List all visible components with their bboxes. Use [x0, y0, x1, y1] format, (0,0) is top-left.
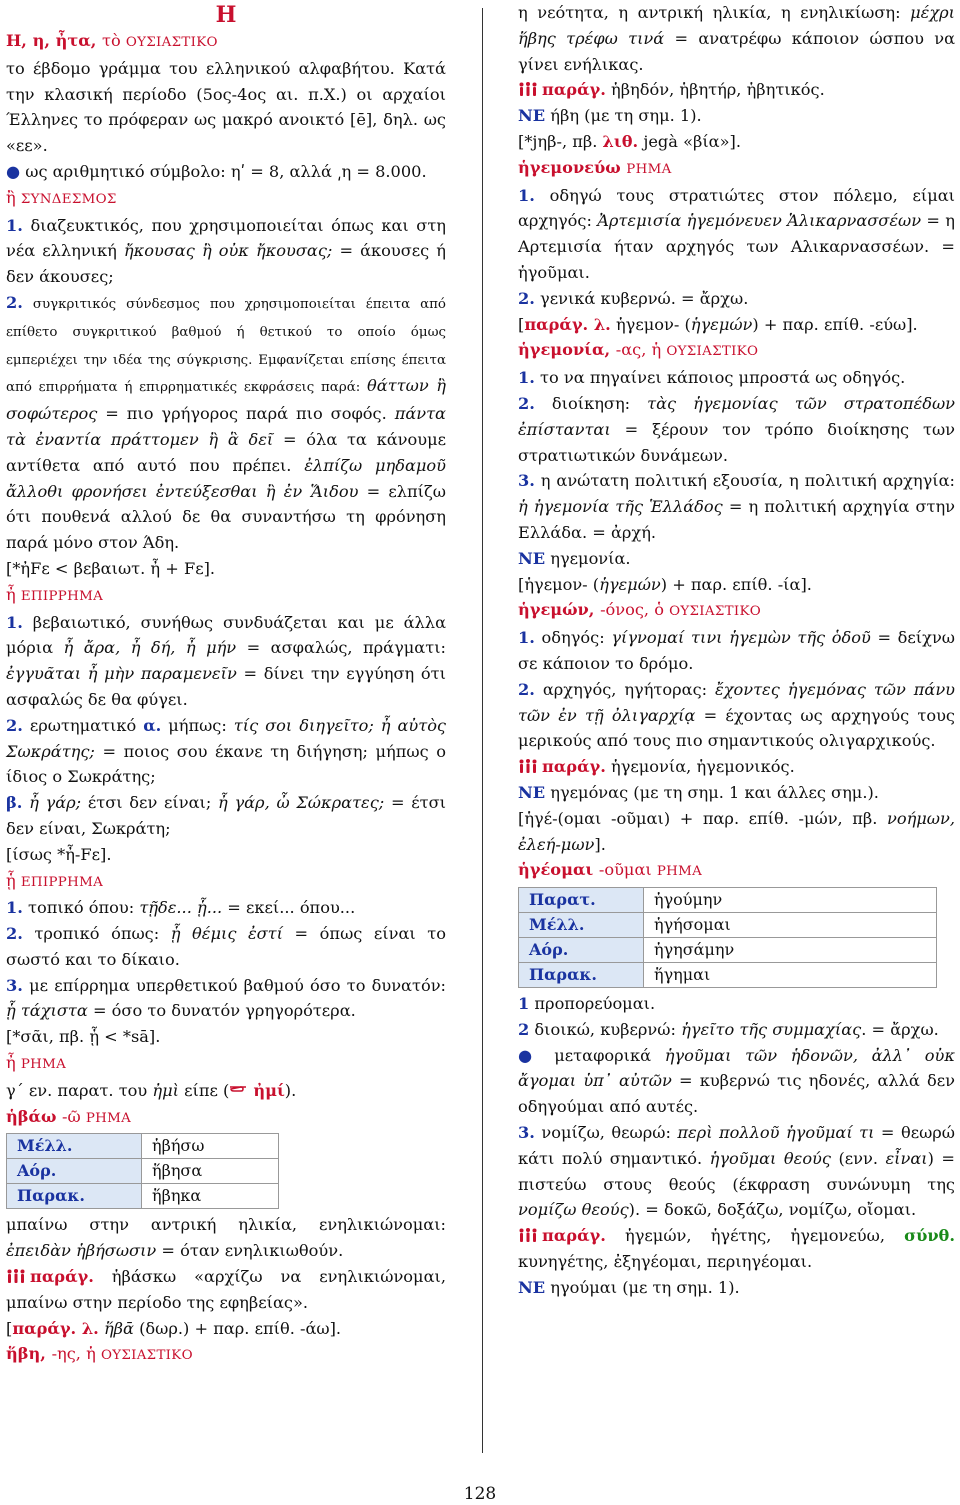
- dictionary-paragraph: [518, 0, 955, 77]
- text-run: οδηγώ τους στρατιώτες στον πόλεμο, είμαι αρχηγός:: [518, 185, 955, 231]
- text-run: τροπικό όπως:: [22, 924, 171, 944]
- text-run: ΝΕ: [518, 106, 546, 126]
- text-run: ᾗ θέμις ἐστί: [170, 924, 283, 944]
- text-run: -ας, ἡ: [615, 340, 667, 360]
- right-entries: [518, 0, 955, 885]
- dictionary-paragraph: [6, 1264, 446, 1316]
- text-run: ἤκουσας ἢ οὐκ ἤκουσας;: [123, 241, 333, 261]
- text-run: ως αριθμητικό σύμβολο: ηʹ = 8, αλλά ͵η = 8.000.: [20, 161, 427, 181]
- dictionary-paragraph: [518, 1017, 955, 1043]
- text-run: ΝΕ: [518, 782, 546, 802]
- text-run: -οῦμαι: [598, 860, 657, 880]
- text-run: ἦ γάρ;: [29, 793, 82, 813]
- text-run: ) + παρ. επίθ. -εύω].: [752, 314, 918, 334]
- text-run: 1.: [518, 628, 535, 648]
- text-run: τὰς ἡγεμονίας τῶν στρατοπέδων ἐπίστανται: [518, 393, 955, 439]
- text-run: ἡγεμον- (: [610, 314, 691, 334]
- text-run: παράγ.: [542, 757, 606, 777]
- text-run: ἠμὶ: [152, 1080, 179, 1100]
- conjugation-table-hbao: [6, 1133, 279, 1209]
- text-run: ΟΥΣΙΑΣΤΙΚΟ: [100, 1348, 193, 1364]
- text-run: τὸ: [102, 31, 126, 50]
- dictionary-paragraph: [6, 185, 446, 213]
- dictionary-paragraph: [6, 921, 446, 973]
- text-run: [: [6, 1318, 13, 1338]
- text-run: γ΄ εν. παρατ. του: [6, 1080, 153, 1100]
- text-run: παράγ.: [30, 1267, 94, 1287]
- text-run: 1.: [518, 368, 535, 388]
- conjugation-table-hgeomai: [518, 887, 937, 988]
- text-run: 3.: [518, 1123, 535, 1143]
- dictionary-paragraph: [518, 597, 955, 625]
- text-run: είπε (: [178, 1080, 230, 1100]
- text-run: [ίσως *ἦ-Fε].: [6, 844, 112, 864]
- text-run: ηγούμαι (με τη σημ. 1).: [545, 1277, 740, 1297]
- dictionary-paragraph: [6, 1104, 446, 1132]
- dictionary-paragraph: [6, 56, 446, 159]
- family-icon: [518, 82, 538, 96]
- text-run: ἡγοῦμαι θεούς: [709, 1148, 831, 1168]
- text-run: γενικά κυβερνώ. = ἄρχω.: [534, 288, 749, 308]
- text-run: = η Αρτεμισία ήταν αρχηγός των Αλικαρνασσέων. = ἡγοῦμαι.: [518, 211, 955, 282]
- text-run: ἥβᾱ: [103, 1318, 134, 1338]
- text-run: ΡΗΜΑ: [656, 864, 703, 880]
- dictionary-paragraph: [518, 337, 955, 365]
- dictionary-paragraph: [518, 77, 955, 103]
- dictionary-paragraph: [518, 780, 955, 806]
- text-run: ἠμί: [253, 1080, 285, 1100]
- text-run: 1.: [6, 612, 23, 632]
- text-run: τίς σοι διηγεῖτο; ἦ αὐτὸς Σωκράτης;: [6, 715, 446, 761]
- text-run: το έβδομο γράμμα του ελληνικού αλφαβήτου. Κατά την κλασική περίοδο (5ος-4ος αι. π.Χ.) οι αρχαίοι Έλληνες το πρόφεραν ως μακρό ανοικτό [ē], δηλ. ως «εε».: [6, 58, 446, 156]
- family-icon: [518, 1228, 538, 1242]
- text-run: νομίζω θεούς: [518, 1200, 629, 1220]
- dictionary-paragraph: [6, 213, 446, 290]
- text-run: εἶναι: [885, 1148, 928, 1168]
- text-run: = δείχνω σε κάποιον το δρόμο.: [518, 628, 956, 673]
- text-run: ἥβη,: [6, 1344, 52, 1364]
- table-row: [7, 1184, 279, 1209]
- text-run: ἡγεμών: [599, 574, 661, 594]
- text-run: 2.: [6, 715, 23, 735]
- text-run: ].: [594, 834, 606, 854]
- text-run: παράγ.: [542, 1226, 606, 1246]
- text-run: παράγ.: [542, 80, 606, 100]
- column-divider: [482, 8, 483, 1453]
- text-run: Ἀρτεμισία ἡγεμόνευεν Ἁλικαρνασσέων: [597, 211, 922, 231]
- text-run: = ασφαλώς, πράγματι:: [236, 638, 446, 658]
- dictionary-paragraph: [518, 1223, 955, 1275]
- text-run: τοπικό όπου:: [22, 898, 140, 918]
- text-run: ἦ γάρ, ὦ Σώκρατες;: [218, 793, 385, 813]
- text-run: -ῶ: [62, 1106, 86, 1126]
- text-run: 3.: [6, 975, 23, 995]
- left-column: [6, 0, 446, 1369]
- text-run: νοήμων, ἐλεή-μων: [518, 808, 955, 854]
- tense-label: Μέλλ.: [519, 913, 644, 938]
- dictionary-paragraph: [518, 103, 955, 129]
- text-run: [: [518, 314, 525, 334]
- text-run: = εκεί... όπου...: [222, 898, 356, 918]
- text-run: ἦ ἄρα, ἦ δή, ἦ μήν: [63, 638, 237, 658]
- family-icon: [518, 759, 538, 773]
- dictionary-paragraph: [518, 365, 955, 391]
- text-run: ) = πιστεύω στους θεούς (έκφραση συνώνυμη της: [518, 1148, 955, 1194]
- text-run: [ἡγεμον- (: [518, 574, 600, 594]
- tense-label: Αόρ.: [519, 938, 644, 963]
- text-run: [*σᾶι, πβ. ᾗ < *sā].: [6, 1027, 161, 1047]
- dictionary-paragraph: [6, 868, 446, 896]
- dictionary-paragraph: [6, 1316, 446, 1342]
- dictionary-paragraph: [518, 468, 955, 545]
- text-run: ἡγεμών: [690, 314, 753, 334]
- dictionary-paragraph: [518, 857, 955, 885]
- hand-pointer-icon: [229, 1083, 249, 1097]
- text-run: ΣΥΝΔΕΣΜΟΣ: [20, 191, 117, 207]
- dictionary-paragraph: [6, 610, 446, 713]
- text-run: = όταν ενηλικιωθούν.: [156, 1241, 344, 1261]
- text-run: jegà «βία»].: [638, 131, 741, 151]
- text-run: η νεότητα, η αντρική ηλικία, η ενηλικίωση:: [518, 3, 911, 22]
- text-run: οδηγός:: [534, 628, 612, 648]
- table-row: [519, 888, 937, 913]
- text-run: β.: [6, 793, 23, 813]
- text-run: = έτσι δεν είναι, Σωκράτη;: [6, 793, 446, 838]
- text-run: 1.: [6, 215, 23, 235]
- text-run: ήβη (με τη σημ. 1).: [545, 106, 702, 126]
- text-run: 2.: [518, 288, 535, 308]
- text-run: ἡ ἡγεμονία τῆς Ἑλλάδος: [518, 497, 723, 517]
- text-run: διοίκηση:: [534, 393, 648, 413]
- text-run: κυνηγέτης, ἐξηγέομαι, περιηγέομαι.: [518, 1252, 813, 1272]
- text-run: ἐπειδὰν ἡβήσωσιν: [6, 1241, 157, 1261]
- text-run: ἐγγυᾶται ἦ μὴν παραμενεῖν: [6, 664, 237, 684]
- text-run: συγκριτικός σύνδεσμος που χρησιμοποιείται έπειτα από επίθετο συγκριτικού βαθμού ή θετικού το οποίο όμως εμπεριέχει την ιδέα της σύγκρισης. Εμφανίζεται επίσης έπειτα από επιρρήματα ή επιρρηματικές εκφράσεις παρά:: [6, 296, 446, 396]
- dictionary-paragraph: [6, 159, 446, 185]
- dictionary-paragraph: [6, 556, 446, 582]
- tense-label: Παρακ.: [519, 963, 644, 988]
- text-run: ἦ: [6, 584, 21, 604]
- dictionary-paragraph: [6, 1341, 446, 1369]
- text-run: 1.: [6, 898, 23, 918]
- dictionary-paragraph: [518, 991, 955, 1017]
- dictionary-paragraph: [6, 582, 446, 610]
- tense-label: Αόρ.: [7, 1159, 142, 1184]
- text-run: λιθ.: [602, 131, 639, 151]
- text-run: -όνος, ὁ: [600, 600, 670, 620]
- dictionary-paragraph: [518, 1043, 955, 1120]
- text-run: ).: [284, 1080, 297, 1100]
- text-run: το να πηγαίνει κάποιος μπροστά ως οδηγός.: [534, 368, 906, 388]
- text-run: ερωτηματικό: [22, 715, 144, 735]
- text-run: πάντα τὰ ἐναντία πράττομεν ἢ ἃ δεῖ: [6, 404, 446, 449]
- text-run: ΕΠΙΡΡΗΜΑ: [20, 588, 104, 604]
- text-run: με επίρρημα υπερθετικού βαθμού όσο το δυνατόν:: [22, 975, 446, 995]
- text-run: η ανώτατη πολιτική εξουσία, η πολιτική αρχηγία:: [534, 471, 955, 491]
- text-run: νομίζω, θεωρώ:: [534, 1123, 678, 1143]
- dictionary-paragraph: [6, 842, 446, 868]
- verb-form: ἥβηκα: [142, 1184, 279, 1209]
- dictionary-paragraph: [518, 183, 955, 286]
- text-run: = όλα τα κάνουμε αντίθετα από αυτό που πρέπει.: [6, 429, 446, 475]
- dictionary-paragraph: [518, 155, 955, 183]
- text-run: = ἄρχω.: [866, 1019, 939, 1039]
- text-run: μέχρι ἥβης τρέφω τινά: [518, 3, 955, 48]
- text-run: έτσι δεν είναι;: [81, 793, 219, 813]
- text-run: = ανατρέφω κάποιον ώσπου να γίνει ενήλικας.: [518, 28, 955, 74]
- dictionary-paragraph: [6, 1024, 446, 1050]
- text-run: (ενν.: [830, 1148, 886, 1168]
- table-row: [7, 1134, 279, 1159]
- text-run: ἡγεμονεύω: [518, 157, 627, 177]
- text-run: ἡγοῦμαι τῶν ἡδονῶν, ἀλλ᾽ οὐκ ἄγομαι ὑπ᾽ αὐτῶν: [518, 1045, 955, 1091]
- dictionary-paragraph: [6, 790, 446, 842]
- table-row: [7, 1159, 279, 1184]
- page-number: 128: [463, 1484, 497, 1504]
- text-run: ἡβηδόν, ἡβητήρ, ἡβητικός.: [605, 80, 825, 100]
- dictionary-paragraph: [518, 312, 955, 338]
- text-run: 2.: [518, 393, 535, 413]
- text-run: 3.: [518, 471, 535, 491]
- dictionary-paragraph: [518, 754, 955, 780]
- text-run: ἡγεῖτο τῆς συμμαχίας: [681, 1019, 862, 1039]
- text-run: 1.: [518, 185, 535, 205]
- text-run: 2: [518, 1019, 530, 1039]
- text-run: ΟΥΣΙΑΣΤΙΚΟ: [669, 604, 762, 620]
- text-run: = όπως είναι το σωστό και το δίκαιο.: [6, 924, 447, 969]
- right-column: [518, 0, 955, 1301]
- table-row: [519, 913, 937, 938]
- text-run: σύνθ.: [904, 1226, 955, 1246]
- dictionary-paragraph: [518, 391, 955, 468]
- right-entries-continued: [518, 991, 955, 1301]
- dictionary-paragraph: [6, 713, 446, 790]
- text-run: = κυβερνώ τις ηδονές, αλλά δεν οδηγούμαι από αυτές.: [518, 1071, 955, 1117]
- text-run: ●: [518, 1045, 541, 1065]
- text-run: ᾗ: [6, 870, 21, 890]
- dictionary-paragraph: [6, 895, 446, 921]
- text-run: -ης, ἡ: [51, 1344, 101, 1364]
- text-run: .: [861, 1019, 867, 1039]
- text-run: παράγ. λ.: [524, 314, 611, 334]
- text-run: ΡΗΜΑ: [85, 1110, 132, 1126]
- text-run: προπορεύομαι.: [529, 994, 656, 1014]
- dictionary-paragraph: [518, 625, 955, 677]
- text-run: αρχηγός, ηγήτορας:: [534, 679, 716, 699]
- text-run: ΡΗΜΑ: [20, 1057, 67, 1073]
- table-row: [519, 963, 937, 988]
- text-run: διοικώ, κυβερνώ:: [529, 1019, 682, 1039]
- text-run: ἡγεμών, ἡγέτης, ἡγεμονεύω,: [605, 1226, 905, 1246]
- text-run: = δίνει την εγγύηση ότι ασφαλώς δε θα φύγει.: [6, 664, 446, 709]
- text-run: ἡβάω: [6, 1106, 63, 1126]
- text-run: (δωρ.) + παρ. επίθ. -άω].: [133, 1318, 342, 1338]
- dictionary-paragraph: [6, 973, 446, 1025]
- text-run: 2.: [6, 924, 23, 944]
- text-run: ἡγεμών,: [518, 600, 601, 620]
- verb-form: ἡγησάμην: [644, 938, 937, 963]
- text-run: παράγ. λ.: [12, 1318, 99, 1338]
- text-run: ηγεμόνας (με τη σημ. 1 και άλλες σημ.).: [545, 782, 879, 802]
- text-run: [*jηβ-, πβ.: [518, 131, 603, 151]
- text-run: = ελπίζω ότι πουθενά αλλού δε θα συναντήσω τη φρόνηση παρά μόνο στον Άδη.: [6, 481, 446, 553]
- text-run: θάττων ἢ σοφώτερος: [6, 376, 446, 424]
- text-run: μπαίνω στην αντρική ηλικία, ενηλικιώνομαι:: [6, 1215, 446, 1235]
- dictionary-paragraph: [6, 1212, 446, 1264]
- text-run: ΟΥΣΙΑΣΤΙΚΟ: [125, 35, 218, 50]
- text-run: ἡγεμονία, ἡγεμονικός.: [605, 757, 795, 777]
- text-run: = πιο γρήγορος παρά πιο σοφός.: [97, 404, 395, 424]
- text-run: = θεωρώ κάτι πολύ σημαντικό.: [518, 1123, 955, 1168]
- text-run: = άκουσες ή δεν άκουσες;: [6, 241, 447, 287]
- text-run: γίγνομαί τινι ἡγεμὼν τῆς ὁδοῦ: [611, 628, 871, 648]
- text-run: μήπως:: [161, 715, 234, 735]
- text-run: ) + παρ. επίθ. -ία].: [660, 574, 812, 594]
- verb-form: ἡγήσομαι: [644, 913, 937, 938]
- verb-form: ἡβήσω: [142, 1134, 279, 1159]
- dictionary-paragraph: [6, 28, 446, 56]
- tense-label: Παρακ.: [7, 1184, 142, 1209]
- text-run: ἔχοντες ἡγεμόνας τῶν πάνυ τῶν ἐν τῇ ὀλιγαρχίᾳ: [518, 679, 955, 725]
- text-run: μεταφορικά: [540, 1045, 665, 1065]
- text-run: ἢ: [6, 187, 21, 207]
- text-run: ηγεμονία.: [545, 548, 631, 568]
- dictionary-paragraph: [518, 1275, 955, 1301]
- text-run: = η πολιτική αρχηγία στην Ελλάδα. = ἀρχή.: [518, 497, 955, 542]
- text-run: ΝΕ: [518, 1277, 546, 1297]
- left-entries-continued: [6, 1212, 446, 1369]
- dictionary-paragraph: [518, 1120, 955, 1223]
- family-icon: [6, 1269, 26, 1283]
- text-run: Η, η, ἦτα,: [6, 31, 102, 50]
- text-run: [ἡγέ-(ομαι -οῦμαι) + παρ. επίθ. -μών, πβ.: [518, 808, 887, 828]
- left-entries: [6, 28, 446, 1131]
- section-letter: Η: [215, 2, 237, 28]
- text-run: ΕΠΙΡΡΗΜΑ: [20, 874, 104, 890]
- dictionary-paragraph: [6, 1050, 446, 1078]
- text-run: ἡγέομαι: [518, 860, 599, 880]
- tense-label: Παρατ.: [519, 888, 644, 913]
- text-run: ΟΥΣΙΑΣΤΙΚΟ: [666, 344, 759, 360]
- text-run: τῇδε... ᾗ...: [139, 898, 223, 918]
- text-run: βεβαιωτικό, συνήθως συνδυάζεται και με άλλα μόρια: [6, 612, 446, 658]
- dictionary-paragraph: [518, 546, 955, 572]
- text-run: ἦ: [6, 1053, 21, 1073]
- verb-form: ἥγημαι: [644, 963, 937, 988]
- text-run: 2.: [6, 292, 23, 312]
- text-run: ΝΕ: [518, 548, 546, 568]
- text-run: = ξέρουν τον τρόπο διοίκησης των στρατιωτικών δυνάμεων.: [518, 419, 955, 465]
- text-run: ΡΗΜΑ: [626, 161, 672, 177]
- dictionary-paragraph: [518, 129, 955, 155]
- text-run: 1: [518, 994, 530, 1014]
- dictionary-paragraph: [6, 290, 446, 556]
- verb-form: ἥβησα: [142, 1159, 279, 1184]
- text-run: 2.: [518, 679, 535, 699]
- text-run: ). = δοκῶ, δοξάζω, νομίζω, οἴομαι.: [628, 1200, 917, 1220]
- text-run: = όσο το δυνατόν γρηγορότερα.: [87, 1001, 356, 1021]
- text-run: ἡβάσκω «αρχίζω να ενηλικιώνομαι, μπαίνω στην περίοδο της εφηβείας».: [6, 1267, 446, 1312]
- verb-form: ἡγούμην: [644, 888, 937, 913]
- dictionary-paragraph: [518, 572, 955, 598]
- dictionary-paragraph: [6, 1078, 446, 1104]
- text-run: = ποιος σου έκανε τη διήγηση; μήπως ο ίδιος ο Σωκράτης;: [6, 741, 446, 787]
- text-run: ἡγεμονία,: [518, 340, 616, 360]
- text-run: = έχοντας ως αρχηγούς τους μερικούς από τους πιο σημαντικούς ολιγαρχικούς.: [518, 705, 955, 751]
- dictionary-paragraph: [518, 286, 955, 312]
- dictionary-paragraph: [518, 806, 955, 858]
- text-run: διαζευκτικός, που χρησιμοποιείται όπως και στη νέα ελληνική: [6, 215, 446, 261]
- text-run: ●: [6, 161, 21, 181]
- text-run: ἐλπίζω μηδαμοῦ ἄλλοθι φρονήσει ἐντεύξεσθαι ἢ ἐν Ἅιδου: [6, 455, 446, 501]
- tense-label: Μέλλ.: [7, 1134, 142, 1159]
- text-run: α.: [143, 715, 162, 735]
- text-run: περὶ πολλοῦ ἡγοῦμαί τι: [677, 1123, 875, 1143]
- table-row: [519, 938, 937, 963]
- text-run: [*ἠFε < βεβαιωτ. ἦ + Fε].: [6, 558, 216, 578]
- text-run: ᾗ τάχιστα: [6, 1001, 88, 1021]
- dictionary-paragraph: [518, 677, 955, 754]
